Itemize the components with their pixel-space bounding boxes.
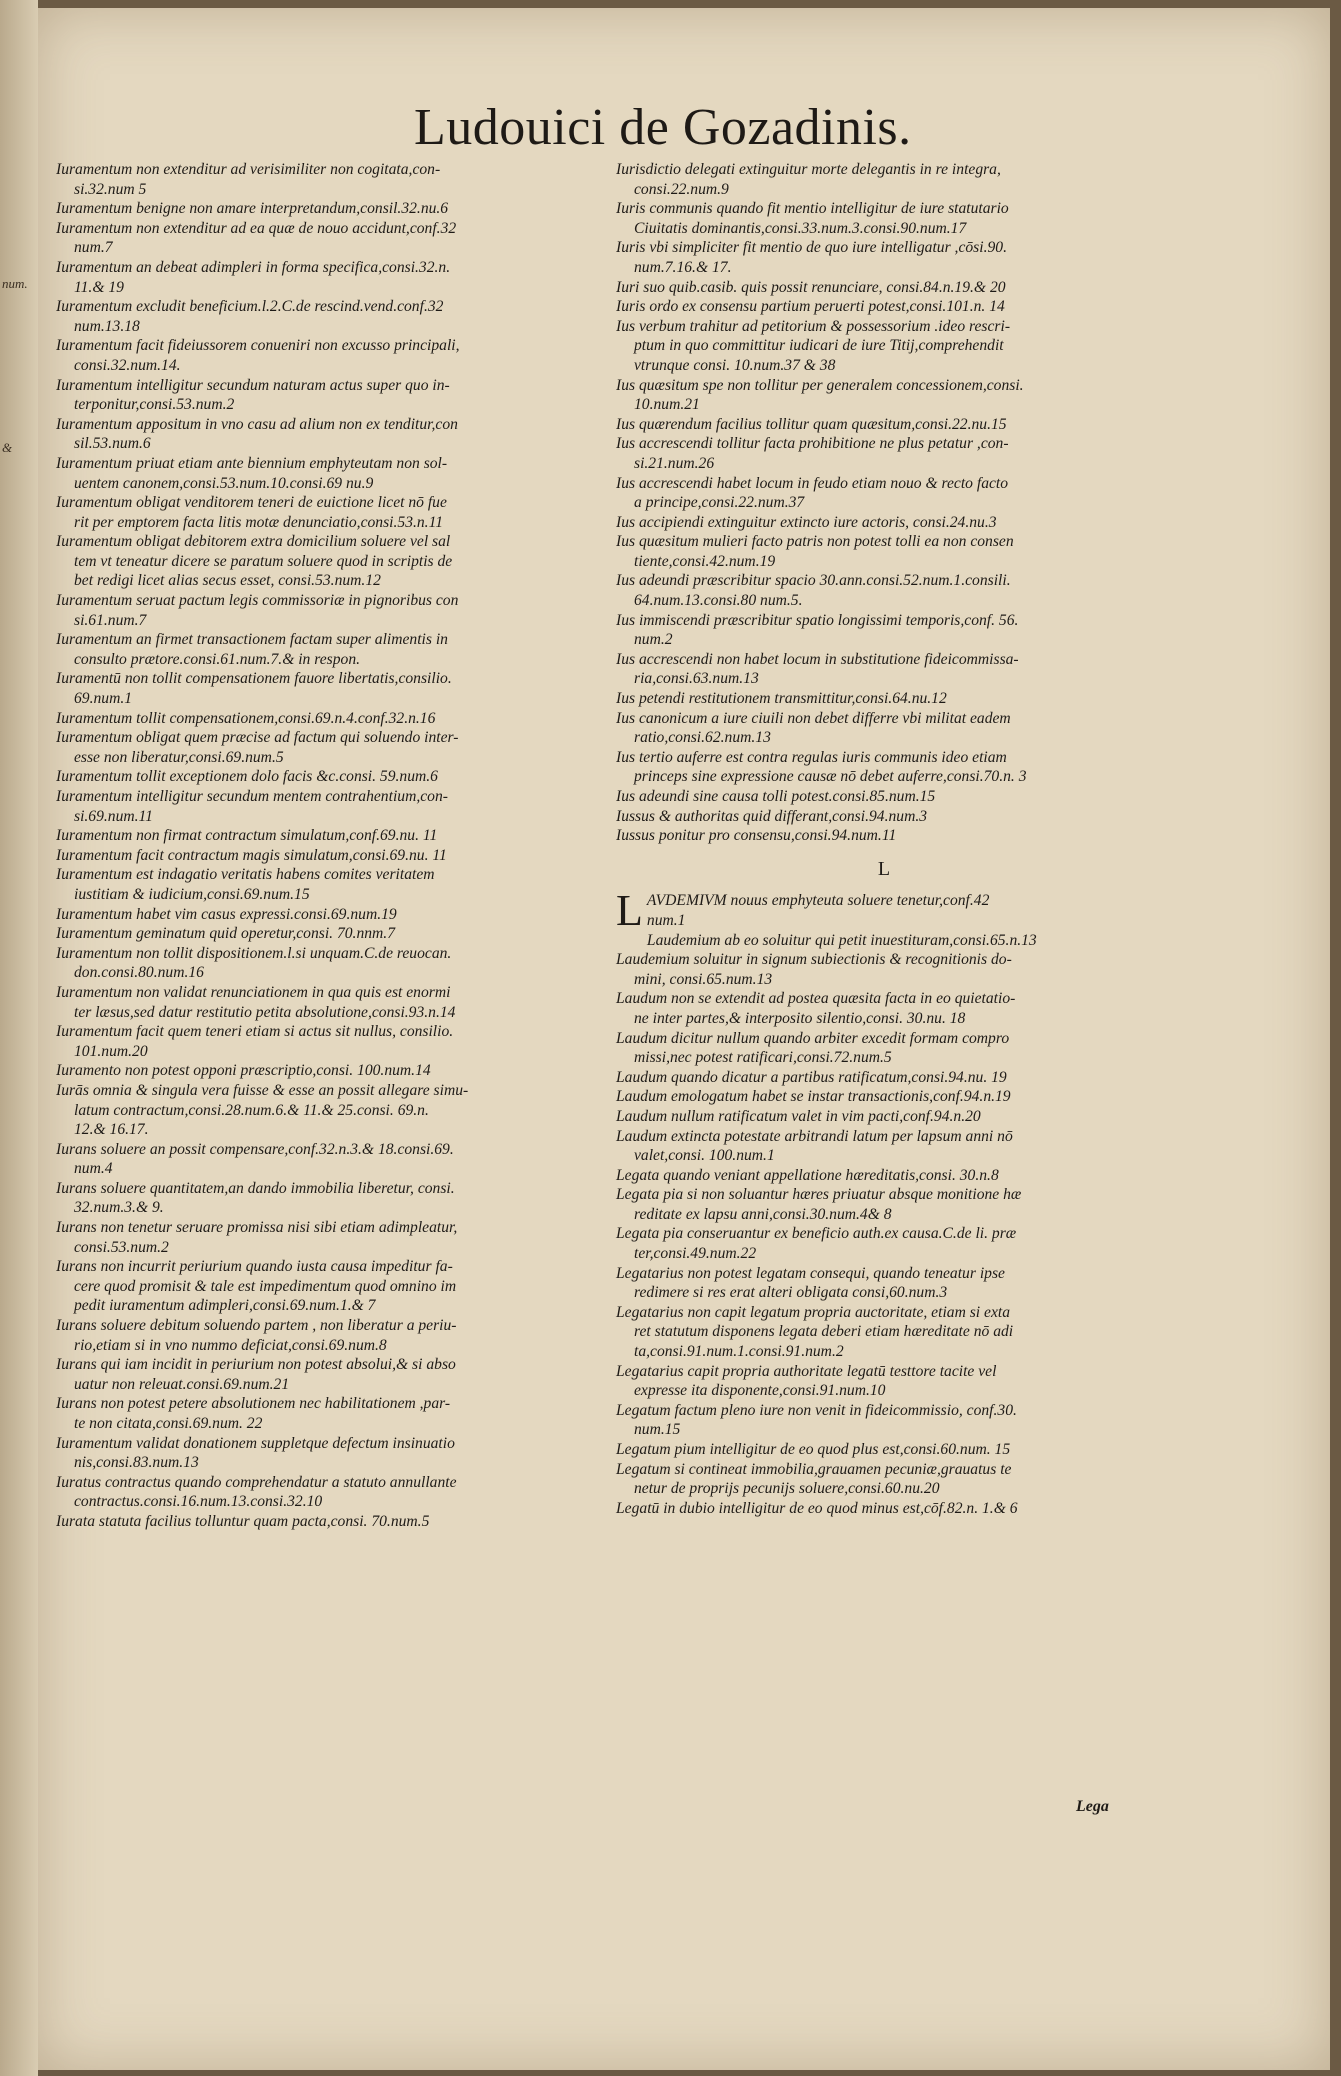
index-entry [56, 160, 616, 199]
entry-continuation: 32.num.3.& 9. [74, 1199, 164, 1217]
index-entry [56, 944, 616, 983]
index-entry [616, 1460, 1152, 1499]
entry-line: Iuramentum validat donationem suppletque defectum insinuatio [56, 1434, 455, 1452]
entry-continuation: consi.32.num.14. [74, 356, 181, 374]
entry-line: Iuramentum tollit compensationem,consi.69.n.4.conf.32.n.16 [56, 709, 436, 727]
entry-line: Iuramentum excludit beneficium.l.2.C.de rescind.vend.conf.32 [56, 298, 444, 316]
entry-line: Iuris ordo ex consensu partium peruerti potest,consi.101.n. 14 [616, 298, 1005, 316]
entry-line: Ius immiscendi præscribitur spatio longissimi temporis,conf. 56. [616, 611, 1019, 629]
entry-line: Ius adeundi sine causa tolli potest.consi.85.num.15 [616, 788, 936, 805]
index-entry [616, 787, 1152, 807]
entry-continuation: sil.53.num.6 [74, 435, 151, 453]
entry-line: Laudum quando dicatur a partibus ratificatum,consi.94.nu. 19 [616, 1068, 1007, 1086]
entry-line: Legatū in dubio intelligitur de eo quod minus est,cōf.82.n. 1.& 6 [616, 1499, 1018, 1517]
index-entry [616, 989, 1152, 1028]
entry-line: Iurans non tenetur seruare promissa nisi sibi etiam adimpleatur, [56, 1219, 458, 1237]
entry-line: Laudum dicitur nullum quando arbiter excedit formam compro [616, 1029, 1010, 1047]
entry-continuation: latum contractum,consi.28.num.6.& 11.& 25.consi. 69.n. [74, 1101, 429, 1119]
entry-line: Iuramentum benigne non amare interpretandum,consil.32.nu.6 [56, 200, 449, 218]
index-entry [616, 1127, 1152, 1166]
entry-continuation: ter læsus,sed datur restitutio petita absolutione,consi.93.n.14 [74, 1003, 456, 1021]
section-letter: L [877, 857, 891, 880]
entry-continuation: ter,consi.49.num.22 [634, 1245, 757, 1263]
entry-line: Legata quando veniant appellatione hæreditatis,consi. 30.n.8 [616, 1166, 999, 1184]
index-entry [56, 1140, 616, 1179]
entry-line: Legatarius non capit legatum propria auctoritate, etiam si exta [616, 1303, 1011, 1321]
entry-line: Iuramentum est indagatio veritatis habens comites veritatem [56, 866, 435, 884]
entry-continuation: 11.& 19 [74, 278, 124, 296]
index-entry [616, 160, 1152, 199]
entry-line: Iuramentum intelligitur secundum naturam actus super quo in- [56, 376, 450, 394]
gutter-note: & [2, 440, 13, 455]
entry-continuation: num.7 [74, 239, 113, 257]
index-entry [56, 728, 616, 767]
entry-line: Iurans soluere an possit compensare,conf.32.n.3.& 18.consi.69. [56, 1140, 454, 1158]
entry-continuation: 101.num.20 [74, 1042, 148, 1060]
entry-line: Iurans soluere debitum soluendo partem , non liberatur a periu- [56, 1317, 457, 1335]
index-entry [56, 493, 616, 532]
entry-line: Legatum si contineat immobilia,grauamen pecuniæ,grauatus te [616, 1460, 1012, 1478]
entry-line: Legata pia si non soluantur hæres priuatur absque monitione hæ [616, 1186, 1022, 1204]
entry-continuation: tiente,consi.42.num.19 [634, 552, 776, 570]
index-entry [616, 532, 1152, 571]
entry-line: Iuramentum an debeat adimpleri in forma specifica,consi.32.n. [56, 258, 451, 276]
entry-line: Iuramentum non tollit dispositionem.l.si unquam.C.de reuocan. [56, 944, 452, 962]
entry-line: Iuramentum seruat pactum legis commissoriæ in pignoribus con [56, 592, 459, 610]
index-entry [56, 1022, 616, 1061]
entry-continuation: num.15 [634, 1421, 681, 1439]
entry-line: Ius adeundi præscribitur spacio 30.ann.consi.52.num.1.consili. [616, 572, 1011, 590]
entry-line: Iuris communis quando fit mentio intelligitur de iure statutario [616, 200, 1009, 218]
index-entry [56, 669, 616, 708]
entry-line: Iurās omnia & singula vera fuisse & esse an possit allegare simu- [56, 1081, 469, 1099]
entry-continuation: ta,consi.91.num.1.consi.91.num.2 [634, 1343, 844, 1361]
entry-continuation: valet,consi. 100.num.1 [634, 1147, 775, 1165]
entry-continuation: consulto prætore.consi.61.num.7.& in respon. [74, 650, 361, 668]
entry-line: Iuramentum priuat etiam ante biennium emphyteutam non sol- [56, 454, 448, 472]
entry-continuation: si.69.num.11 [74, 807, 153, 825]
entry-line: AVDEMIVM nouus emphyteuta soluere tenetur,conf.42 [646, 892, 990, 910]
binding-gutter [0, 0, 38, 2076]
entry-line: Laudum emologatum habet se instar transactionis,conf.94.n.19 [616, 1088, 1011, 1106]
entry-continuation: Ciuitatis dominantis,consi.33.num.3.consi.90.num.17 [634, 219, 967, 237]
entry-line: Iuramentum non extenditur ad ea quæ de nouo accidunt,conf.32 [56, 219, 457, 237]
index-column-right [616, 160, 1152, 1518]
index-entry [56, 1179, 616, 1218]
entry-line: Ius tertio auferre est contra regulas iuris communis ideo etiam [616, 748, 1007, 766]
entry-line: Laudemium soluitur in signum subiectionis & recognitionis do- [616, 951, 1012, 969]
index-entry [616, 1303, 1152, 1362]
entry-line: Iuramentum non validat renunciationem in qua quis est enormi [56, 983, 451, 1001]
entry-continuation: ratio,consi.62.num.13 [634, 729, 771, 747]
index-entry [616, 571, 1152, 610]
entry-continuation: uentem canonem,consi.53.num.10.consi.69 nu.9 [74, 474, 374, 492]
entry-line: Iurans soluere quantitatem,an dando immobilia liberetur, consi. [56, 1179, 455, 1197]
index-entry [56, 532, 616, 591]
entry-line: Iuramentum facit quem teneri etiam si actus sit nullus, consilio. [56, 1023, 454, 1041]
index-entry [616, 434, 1152, 473]
index-entry [616, 1029, 1152, 1068]
index-entry [616, 950, 1152, 989]
entry-continuation: missi,nec potest ratificari,consi.72.num.5 [634, 1049, 892, 1067]
index-entry [56, 199, 616, 219]
entry-line: Iussus & authoritas quid differant,consi.94.num.3 [616, 807, 928, 825]
entry-continuation: redimere si res erat alteri obligata consi,60.num.3 [634, 1284, 948, 1302]
entry-line: Ius accrescendi habet locum in feudo etiam nouo & recto facto [616, 474, 1009, 492]
index-entry [616, 1499, 1152, 1519]
index-entry [56, 709, 616, 729]
entry-line: Ius accrescendi tollitur facta prohibitione ne plus petatur ,con- [616, 435, 1009, 453]
index-entry [56, 1394, 616, 1433]
initial-capital: L [616, 886, 643, 936]
entry-line: Ius accrescendi non habet locum in substitutione fideicommissa- [616, 650, 1019, 668]
entry-line: Laudemium ab eo soluitur qui petit inuestituram,consi.65.n.13 [646, 931, 1037, 949]
entry-continuation: 10.num.21 [634, 396, 700, 414]
index-entry [616, 1087, 1152, 1107]
index-entry [56, 415, 616, 454]
entry-continuation: vtrunque consi. 10.num.37 & 38 [634, 356, 836, 374]
entry-line: Iurisdictio delegati extinguitur morte delegantis in re integra, [616, 161, 1001, 178]
entry-line: Iuramentum obligat venditorem teneri de euictione licet nō fue [56, 494, 447, 512]
entry-continuation: esse non liberatur,consi.69.num.5 [74, 748, 284, 766]
index-entry [56, 591, 616, 630]
index-entry [56, 767, 616, 787]
index-entry [56, 905, 616, 925]
entry-line: Iuramentum tollit exceptionem dolo facis &c.consi. 59.num.6 [56, 768, 438, 786]
entry-continuation: si.61.num.7 [74, 611, 147, 629]
entry-line: Iuris vbi simpliciter fit mentio de quo iure intelligatur ,cōsi.90. [616, 239, 1007, 257]
entry-continuation: mini, consi.65.num.13 [634, 970, 773, 988]
entry-line: Iuramentum geminatum quid operetur,consi. 70.nnm.7 [56, 925, 395, 943]
index-entry [616, 199, 1152, 238]
entry-continuation: princeps sine expressione causæ nō debet auferre,consi.70.n. 3 [634, 768, 1027, 786]
entry-line: Iurans non potest petere absolutionem nec habilitationem ,par- [56, 1395, 451, 1413]
index-entry [56, 1473, 616, 1512]
entry-continuation: num.2 [634, 631, 673, 649]
index-entry [56, 454, 616, 493]
index-entry [56, 1257, 616, 1316]
entry-line: Ius quæsitum mulieri facto patris non potest tolli ea non consen [616, 533, 1014, 551]
entry-line: Iuramentum appositum in vno casu ad alium non ex tenditur,con [56, 415, 458, 433]
index-entry [56, 846, 616, 866]
entry-line: Iuramentum habet vim casus expressi.consi.69.num.19 [56, 905, 397, 923]
entry-line: Laudum extincta potestate arbitrandi latum per lapsum anni nō [616, 1127, 1013, 1145]
index-entry [616, 689, 1152, 709]
entry-line: Iurans non incurrit periurium quando iusta causa impeditur fa- [56, 1258, 453, 1276]
entry-continuation: terponitur,consi.53.num.2 [74, 396, 235, 414]
entry-continuation: num.7.16.& 17. [634, 258, 732, 276]
index-entry [616, 317, 1152, 376]
entry-line: Iuramentum obligat quem præcise ad factum qui soluendo inter- [56, 729, 459, 747]
index-entry [616, 376, 1152, 415]
index-entry [56, 787, 616, 826]
entry-line: Iussus ponitur pro consensu,consi.94.num.11 [616, 827, 897, 845]
entry-continuation: si.21.num.26 [634, 454, 715, 472]
entry-line: Iuramentū non tollit compensationem fauore libertatis,consilio. [56, 670, 452, 688]
page-title: Ludouici de Gozadinis. [414, 99, 912, 156]
entry-line: Iuramentum intelligitur secundum mentem contrahentium,con- [56, 788, 448, 805]
index-entry [616, 1440, 1152, 1460]
entry-continuation: 12.& 16.17. [74, 1121, 149, 1139]
entry-line: Iuramento non potest opponi præscriptio,consi. 100.num.14 [56, 1062, 431, 1080]
index-entry [616, 1166, 1152, 1186]
entry-continuation: ret statutum disponens legata deberi etiam hæreditate nō adi [634, 1323, 1014, 1341]
index-entry [616, 415, 1152, 435]
entry-line: Laudum non se extendit ad postea quæsita facta in eo quietatio- [616, 990, 1016, 1008]
entry-continuation: iustitiam & iudicium,consi.69.num.15 [74, 885, 310, 903]
entry-line: Iuramentum an firmet transactionem factam super alimentis in [56, 631, 448, 649]
index-entry [56, 924, 616, 944]
entry-continuation: nis,consi.83.num.13 [74, 1454, 199, 1472]
index-entry [616, 826, 1152, 846]
index-entry [56, 1218, 616, 1257]
catchword: Lega [1076, 1798, 1109, 1815]
entry-line: Legatarius capit propria authoritate legatū testtore tacite vel [616, 1362, 997, 1380]
entry-line: Iurata statuta facilius tolluntur quam pacta,consi. 70.num.5 [56, 1512, 430, 1530]
entry-line: Legatarius non potest legatam consequi, quando teneatur ipse [616, 1264, 1005, 1282]
index-entry [616, 238, 1152, 277]
entry-continuation: rit per emptorem facta litis motæ denunciatio,consi.53.n.11 [74, 513, 444, 531]
entry-continuation: rio,etiam si in vno nummo deficiat,consi.69.num.8 [74, 1336, 387, 1354]
index-entry [56, 983, 616, 1022]
index-entry [616, 1185, 1152, 1224]
entry-continuation: ne inter partes,& interposito silentio,consi. 30.nu. 18 [634, 1009, 966, 1027]
index-entry [616, 1224, 1152, 1263]
entry-continuation: a principe,consi.22.num.37 [634, 494, 805, 512]
entry-continuation: bet redigi licet alias secus esset, consi.53.num.12 [74, 572, 381, 590]
index-entry [616, 748, 1152, 787]
index-entry [616, 709, 1152, 748]
entry-line: Iurans qui iam incidit in periurium non potest absolui,& si abso [56, 1356, 456, 1374]
index-entry [616, 1264, 1152, 1303]
index-entry [56, 336, 616, 375]
entry-line: Iuramentum non extenditur ad verisimiliter non cogitata,con- [56, 161, 441, 178]
index-section-l [616, 886, 1152, 1518]
index-entry [616, 1401, 1152, 1440]
entry-continuation: pedit iuramentum adimpleri,consi.69.num.1.& 7 [74, 1297, 376, 1315]
entry-line: Ius quæsitum spe non tollitur per generalem concessionem,consi. [616, 376, 1024, 394]
index-entry [616, 886, 1152, 936]
entry-line: Iuramentum facit fideiussorem conueniri non excusso principali, [56, 337, 460, 355]
index-entry [616, 474, 1152, 513]
entry-line: Ius verbum trahitur ad petitorium & possessorium .ideo rescri- [616, 317, 1011, 335]
entry-continuation: netur de proprijs pecunijs soluere,consi.60.nu.20 [634, 1480, 940, 1498]
index-entry [56, 1355, 616, 1394]
index-entry [616, 931, 1152, 951]
index-entry [56, 1081, 616, 1140]
index-entry [616, 807, 1152, 827]
index-entry [56, 1434, 616, 1473]
index-entry [56, 826, 616, 846]
entry-continuation: reditate ex lapsu anni,consi.30.num.4& 8 [634, 1205, 892, 1223]
entry-line: Iuramentum obligat debitorem extra domicilium soluere vel sal [56, 533, 451, 551]
index-entry [56, 219, 616, 258]
index-entry [56, 1512, 616, 1532]
index-section-i [616, 160, 1152, 846]
entry-line: Ius petendi restitutionem transmittitur,consi.64.nu.12 [616, 690, 947, 708]
index-entry [56, 630, 616, 669]
entry-line: Iuramentum facit contractum magis simulatum,consi.69.nu. 11 [56, 846, 447, 864]
entry-line: Ius canonicum a iure ciuili non debet differre vbi militat eadem [616, 709, 1011, 727]
index-entry [616, 297, 1152, 317]
index-entry [616, 1107, 1152, 1127]
entry-line: Ius accipiendi extinguitur extincto iure actoris, consi.24.nu.3 [616, 513, 997, 531]
entry-line: Iuri suo quib.casib. quis possit renunciare, consi.84.n.19.& 20 [616, 278, 1006, 296]
entry-continuation: consi.53.num.2 [74, 1238, 169, 1256]
entry-continuation: consi.22.num.9 [634, 180, 729, 198]
entry-continuation: 69.num.1 [74, 690, 133, 708]
entry-line: Ius quærendum facilius tollitur quam quæsitum,consi.22.nu.15 [616, 415, 1007, 433]
entry-line: Legata pia conseruantur ex beneficio auth.ex causa.C.de li. præ [616, 1225, 1017, 1243]
entry-continuation: ria,consi.63.num.13 [634, 670, 759, 688]
entry-line: Laudum nullum ratificatum valet in vim pacti,conf.94.n.20 [616, 1107, 981, 1125]
index-entry [56, 865, 616, 904]
index-entry [56, 376, 616, 415]
index-entry [616, 513, 1152, 533]
entry-continuation: uatur non releuat.consi.69.num.21 [74, 1375, 290, 1393]
entry-continuation: 64.num.13.consi.80 num.5. [634, 592, 803, 610]
entry-continuation: ptum in quo committitur iudicari de iure Titij,comprehendit [634, 337, 1004, 355]
entry-continuation: num.4 [74, 1160, 113, 1178]
entry-line: Legatum pium intelligitur de eo quod plus est,consi.60.num. 15 [616, 1441, 1011, 1458]
index-entry [616, 1068, 1152, 1088]
entry-continuation: te non citata,consi.69.num. 22 [74, 1415, 263, 1432]
index-entry [616, 278, 1152, 298]
entry-continuation: tem vt teneatur dicere se paratum soluere quod in scriptis de [74, 552, 453, 570]
index-entry [56, 1061, 616, 1081]
entry-line: Legatum factum pleno iure non venit in fideicommissio, conf.30. [616, 1401, 1017, 1419]
entry-continuation: num.13.18 [74, 317, 140, 335]
index-entry [56, 258, 616, 297]
entry-continuation: num.1 [646, 911, 686, 929]
index-entry [616, 611, 1152, 650]
index-entry [616, 650, 1152, 689]
entry-continuation: cere quod promisit & tale est impedimentum quod omnino im [74, 1277, 457, 1295]
entry-continuation: don.consi.80.num.16 [74, 964, 204, 982]
index-entry [56, 1316, 616, 1355]
gutter-note: num. [2, 276, 28, 291]
entry-continuation: si.32.num 5 [74, 180, 147, 198]
entry-continuation: contractus.consi.16.num.13.consi.32.10 [74, 1493, 323, 1511]
entry-continuation: expresse ita disponente,consi.91.num.10 [634, 1382, 886, 1400]
index-column-left [56, 160, 616, 1532]
index-entry [616, 1362, 1152, 1401]
index-entry [56, 297, 616, 336]
entry-line: Iuramentum non firmat contractum simulatum,conf.69.nu. 11 [56, 827, 438, 845]
entry-line: Iuratus contractus quando comprehendatur a statuto annullante [56, 1473, 457, 1491]
